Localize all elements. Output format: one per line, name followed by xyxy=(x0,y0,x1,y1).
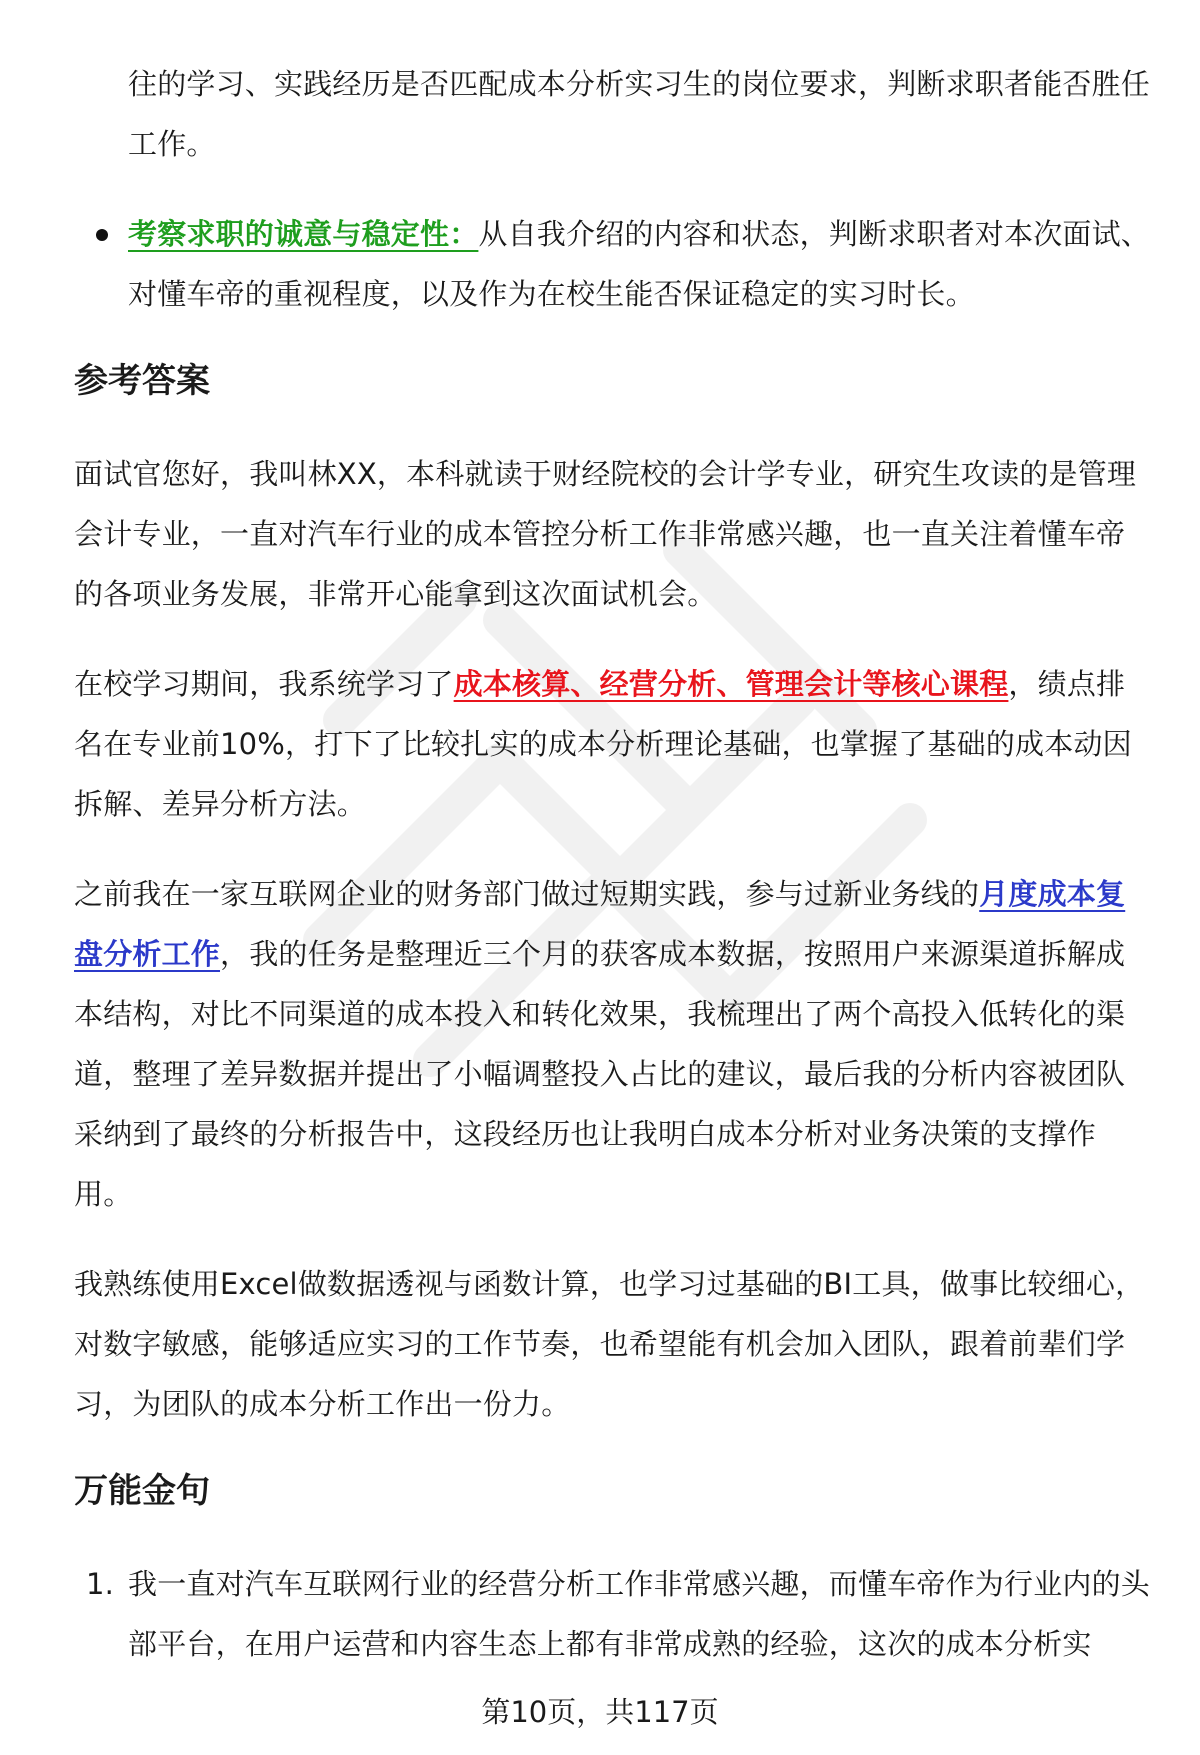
p2-text-a: 在校学习期间，我系统学习了 xyxy=(74,667,454,701)
document-content xyxy=(74,54,1154,1704)
bullet-item-sincerity xyxy=(74,204,1154,324)
numbered-item-text: 我一直对汽车互联网行业的经营分析工作非常感兴趣，而懂车帝作为行业内的头部平台，在用户运营和内容生态上都有非常成熟的经验，这次的成本分析实 xyxy=(128,1567,1151,1661)
page-footer: 第10页，共117页 xyxy=(481,1695,719,1729)
answer-paragraph-4: 我熟练使用Excel做数据透视与函数计算，也学习过基础的BI工具，做事比较细心，对数字敏感，能够适应实习的工作节奏，也希望能有机会加入团队，跟着前辈们学习，为团队的成本分析工作出一份力。 xyxy=(74,1267,1145,1421)
numbered-item-1 xyxy=(74,1554,1154,1674)
p3-text-b: ，我的任务是整理近三个月的获客成本数据，按照用户来源渠道拆解成本结构，对比不同渠道的成本投入和转化效果，我梳理出了两个高投入低转化的渠道，整理了差异数据并提出了小幅调整投入占比的建议，最后我的分析内容被团队采纳到了最终的分析报告中，这段经历也让我明白成本分析对业务决策的支撑作用。 xyxy=(74,937,1126,1211)
intro-continuation: 往的学习、实践经历是否匹配成本分析实习生的岗位要求，判断求职者能否胜任工作。 xyxy=(128,67,1151,161)
bullet-text: 从自我介绍的内容和状态，判断求职者对本次面试、对懂车帝的重视程度，以及作为在校生能否保证稳定的实习时长。 xyxy=(128,217,1151,311)
p3-text-a: 之前我在一家互联网企业的财务部门做过短期实践，参与过新业务线的 xyxy=(74,877,980,911)
heading-reference-answer: 参考答案 xyxy=(74,361,210,401)
p2-highlight: 成本核算、经营分析、管理会计等核心课程 xyxy=(453,667,1009,701)
answer-paragraph-1: 面试官您好，我叫林XX，本科就读于财经院校的会计学专业，研究生攻读的是管理会计专业，一直对汽车行业的成本管控分析工作非常感兴趣，也一直关注着懂车帝的各项业务发展，非常开心能拿到这次面试机会。 xyxy=(74,457,1137,611)
heading-universal-phrases: 万能金句 xyxy=(74,1471,210,1511)
answer-paragraph-2 xyxy=(74,654,1154,834)
answer-paragraph-3 xyxy=(74,864,1154,1224)
p2-text-b: ，绩点排名在专业前10%，打下了比较扎实的成本分析理论基础，也掌握了基础的成本动因拆解、差异分析方法。 xyxy=(74,667,1132,821)
numbered-item-number: 1. xyxy=(86,1567,115,1601)
p3-highlight: 月度成本复盘分析工作 xyxy=(74,877,1126,971)
bullet-bold-label: 考察求职的诚意与稳定性： xyxy=(128,217,479,251)
bullet-dot-icon xyxy=(96,229,108,241)
